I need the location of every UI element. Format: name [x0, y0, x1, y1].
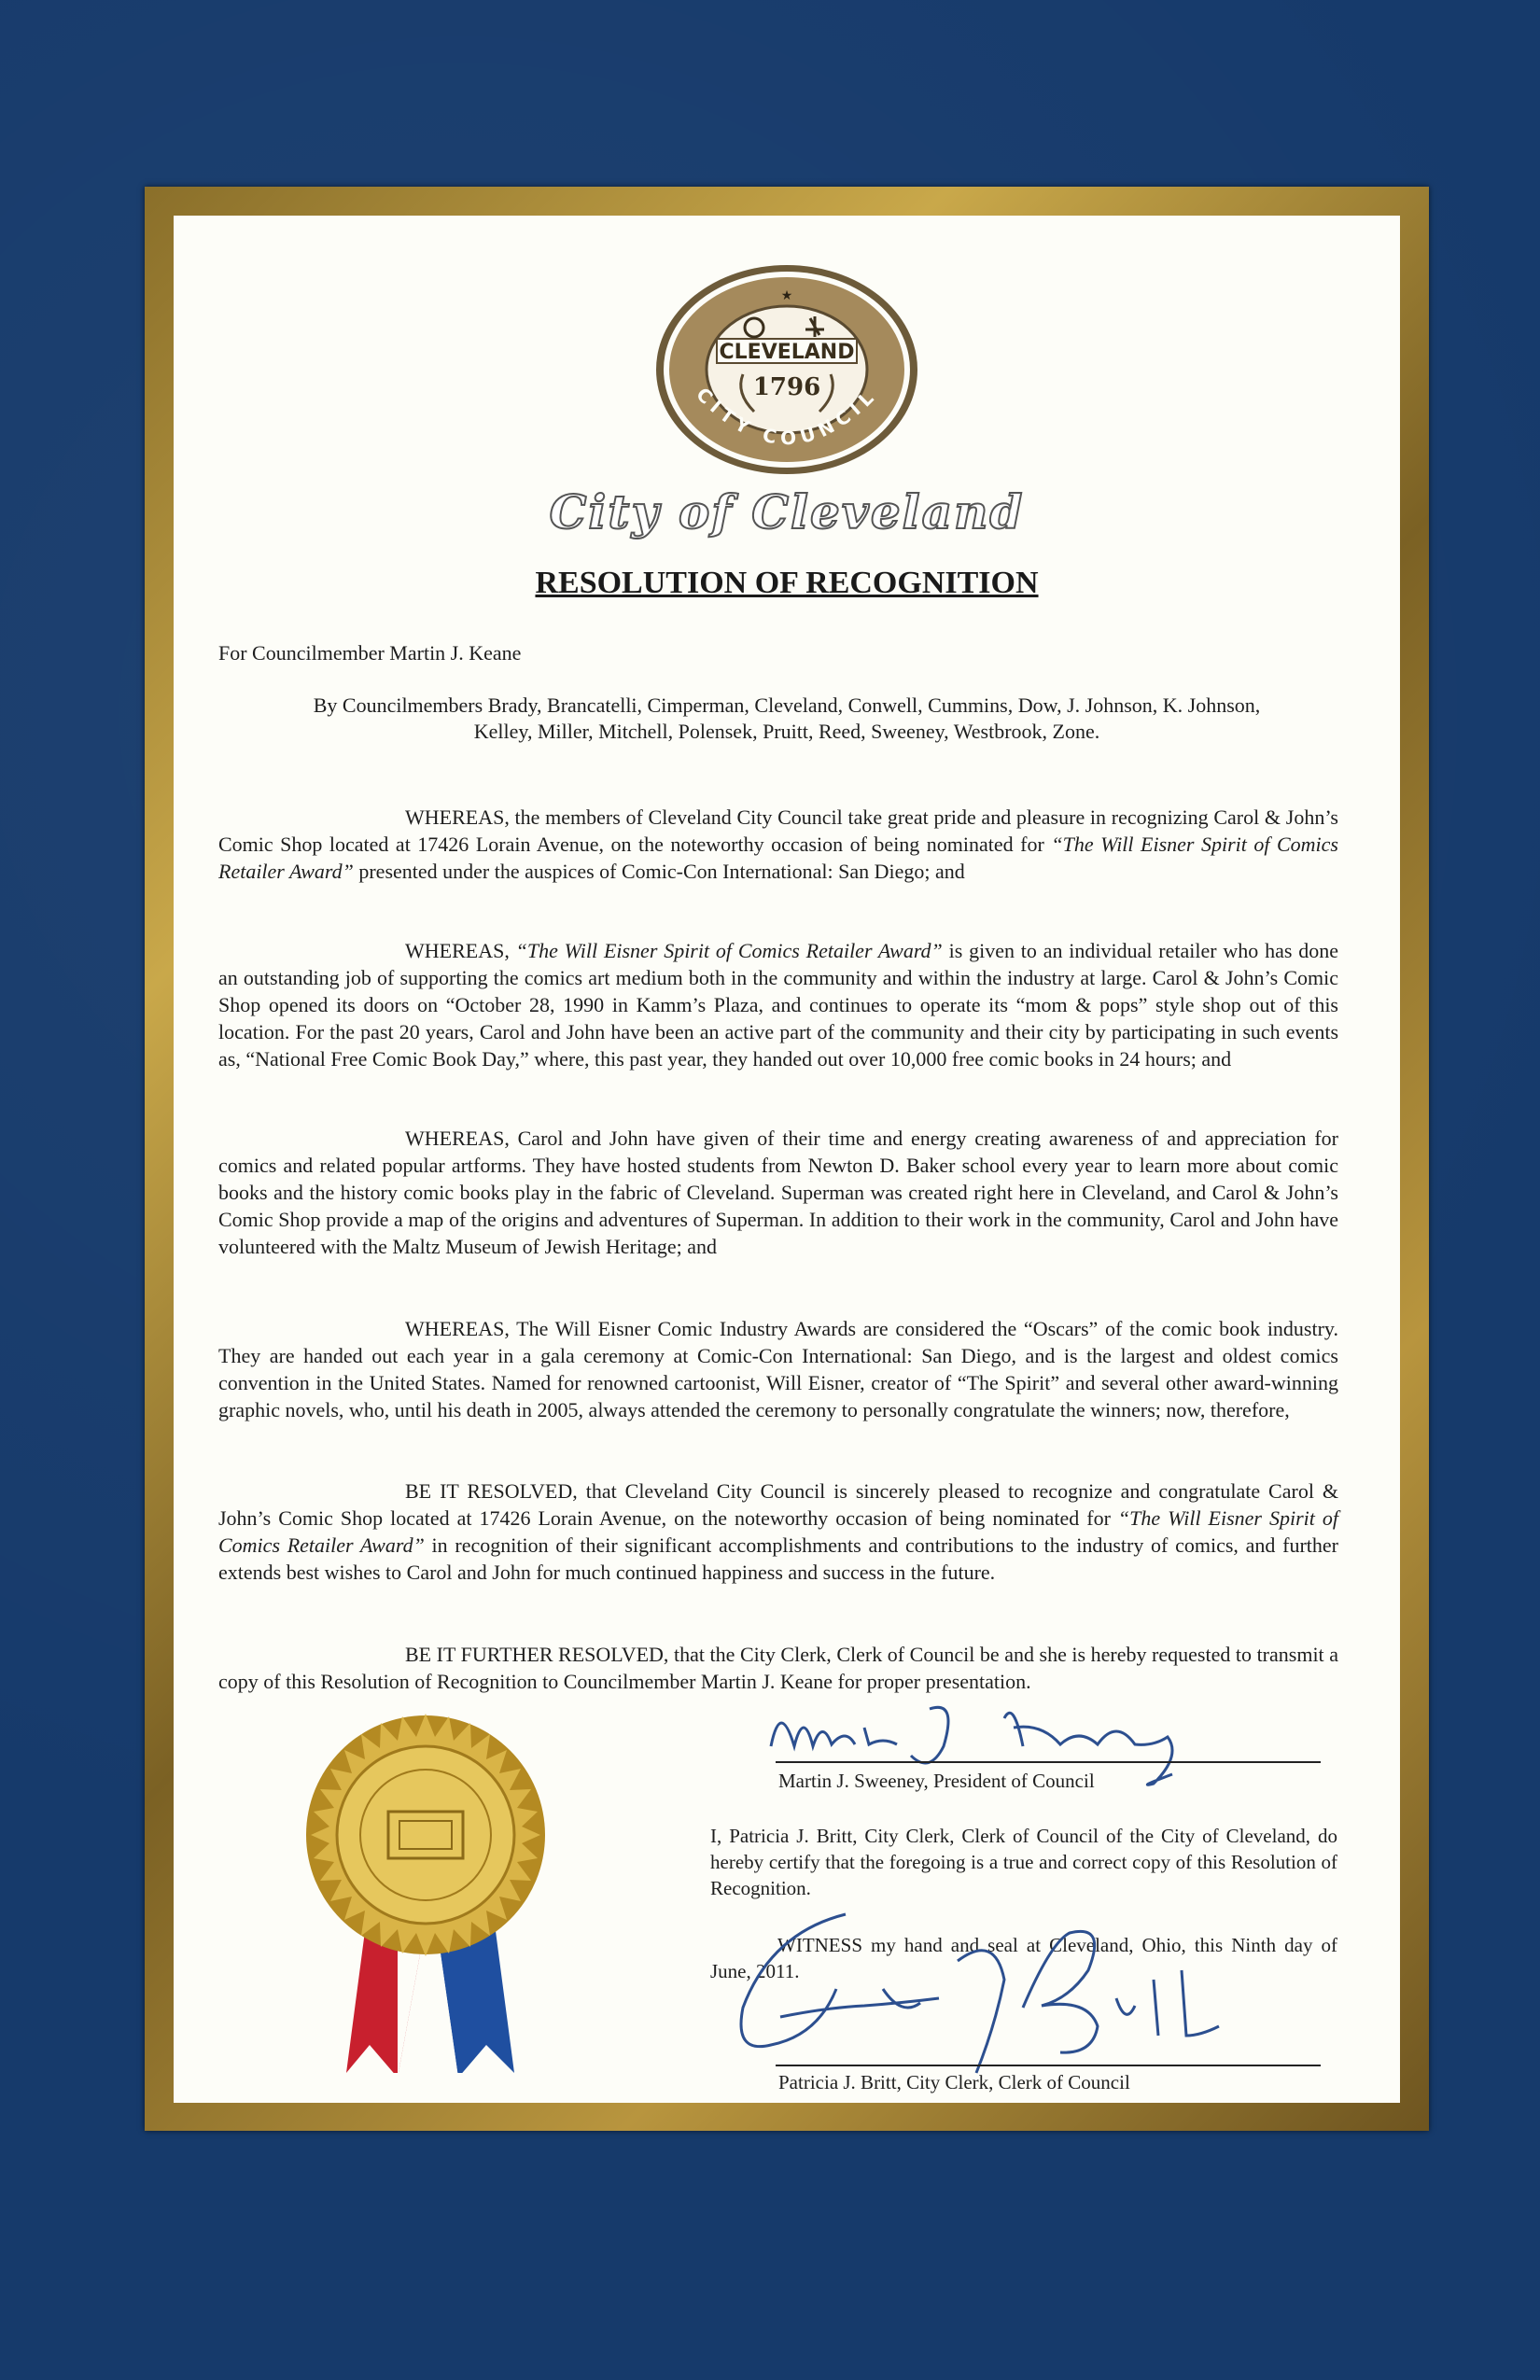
- clerk-signature-line: [776, 2065, 1321, 2066]
- whereas-paragraph-4: WHEREAS, The Will Eisner Comic Industry Awards are considered the “Oscars” of the comic book industry. They are handed out each year in a gala ceremony at Comic-Con International: San Diego, and is the largest and oldest comics convention in the United States. Named for renowned cartoonist, Will Eisner, creator of “The Spirit” and several other award-winning graphic novels, who, until his death in 2005, always attended the ceremony to personally congratulate the winners; now, therefore,: [218, 1317, 1338, 1421]
- resolution-document: [174, 216, 1400, 2103]
- clerk-caption: Patricia J. Britt, City Clerk, Clerk of Council: [778, 2071, 1130, 2093]
- seal-council-text: CITY COUNCIL: [692, 383, 882, 450]
- by-councilmembers-line-2: Kelley, Miller, Mitchell, Polensek, Pruitt, Reed, Sweeney, Westbrook, Zone.: [473, 720, 1100, 743]
- whereas-paragraph-2: WHEREAS, “The Will Eisner Spirit of Comics Retailer Award” is given to an individual retailer who has done an outstanding job of supporting the comics art medium both in the community and within the industry at large. Carol & John’s Comic Shop opened its doors on “October 28, 1990 in Kamm’s Plaza, and continues to operate its “mom & pops” style shop out of this location. For the past 20 years, Carol and John have been an active part of the community and their city by participating in such events as, “National Free Comic Book Day,” where, this past year, they handed out over 10,000 free comic books in 24 hours; and: [218, 939, 1338, 1071]
- whereas-paragraph-1: WHEREAS, the members of Cleveland City Council take great pride and pleasure in recognizing Carol & John’s Comic Shop located at 17426 Lorain Avenue, on the noteworthy occasion of being nominated for “The Will Eisner Spirit of Comics Retailer Award” presented under the auspices of Comic-Con International: San Diego; and: [218, 805, 1338, 883]
- resolved-paragraph: BE IT RESOLVED, that Cleveland City Council is sincerely pleased to recognize and congratulate Carol & John’s Comic Shop located at 17426 Lorain Avenue, on the noteworthy occasion of being nominated for “The Will Eisner Spirit of Comics Retailer Award” in recognition of their significant accomplishments and contributions to the industry of comics, and further extends best wishes to Carol and John for much continued happiness and success in the future.: [218, 1479, 1338, 1584]
- seal-cleveland-text: CLEVELAND: [719, 341, 855, 364]
- by-councilmembers-line-1: By Councilmembers Brady, Brancatelli, Cimperman, Cleveland, Conwell, Cummins, Dow, J. Johnson, K. Johnson,: [313, 693, 1261, 717]
- gold-seal-with-ribbon: [295, 1709, 556, 2073]
- further-resolved-paragraph: BE IT FURTHER RESOLVED, that the City Clerk, Clerk of Council be and she is hereby requested to transmit a copy of this Resolution of Recognition to Councilmember Martin J. Keane for proper presentation.: [218, 1643, 1338, 1693]
- city-council-seal: [651, 262, 922, 477]
- witness-text: WITNESS my hand and seal at Cleveland, Ohio, this Ninth day of June, 2011.: [710, 1934, 1337, 1982]
- whereas-paragraph-3: WHEREAS, Carol and John have given of their time and energy creating awareness of and appreciation for comics and related popular artforms. They have hosted students from Newton D. Baker school every year to learn more about comic books and the history comic books play in the fabric of Cleveland. Superman was created right here in Cleveland, and Carol & John’s Comic Shop provide a map of the origins and adventures of Superman. In addition to their work in the community, Carol and John have volunteered with the Maltz Museum of Jewish Heritage; and: [218, 1127, 1338, 1258]
- president-signature-line: [776, 1761, 1321, 1763]
- resolution-title: RESOLUTION OF RECOGNITION: [535, 566, 1039, 600]
- seal-year-text: 1796: [752, 373, 821, 401]
- for-councilmember-line: For Councilmember Martin J. Keane: [218, 641, 522, 665]
- city-title: City of Cleveland: [549, 484, 1025, 539]
- svg-text:★: ★: [780, 289, 793, 303]
- president-caption: Martin J. Sweeney, President of Council: [778, 1770, 1095, 1792]
- certify-text: I, Patricia J. Britt, City Clerk, Clerk of Council of the City of Cleveland, do hereby certify that the foregoing is a true and correct copy of this Resolution of Recognition.: [710, 1825, 1337, 1899]
